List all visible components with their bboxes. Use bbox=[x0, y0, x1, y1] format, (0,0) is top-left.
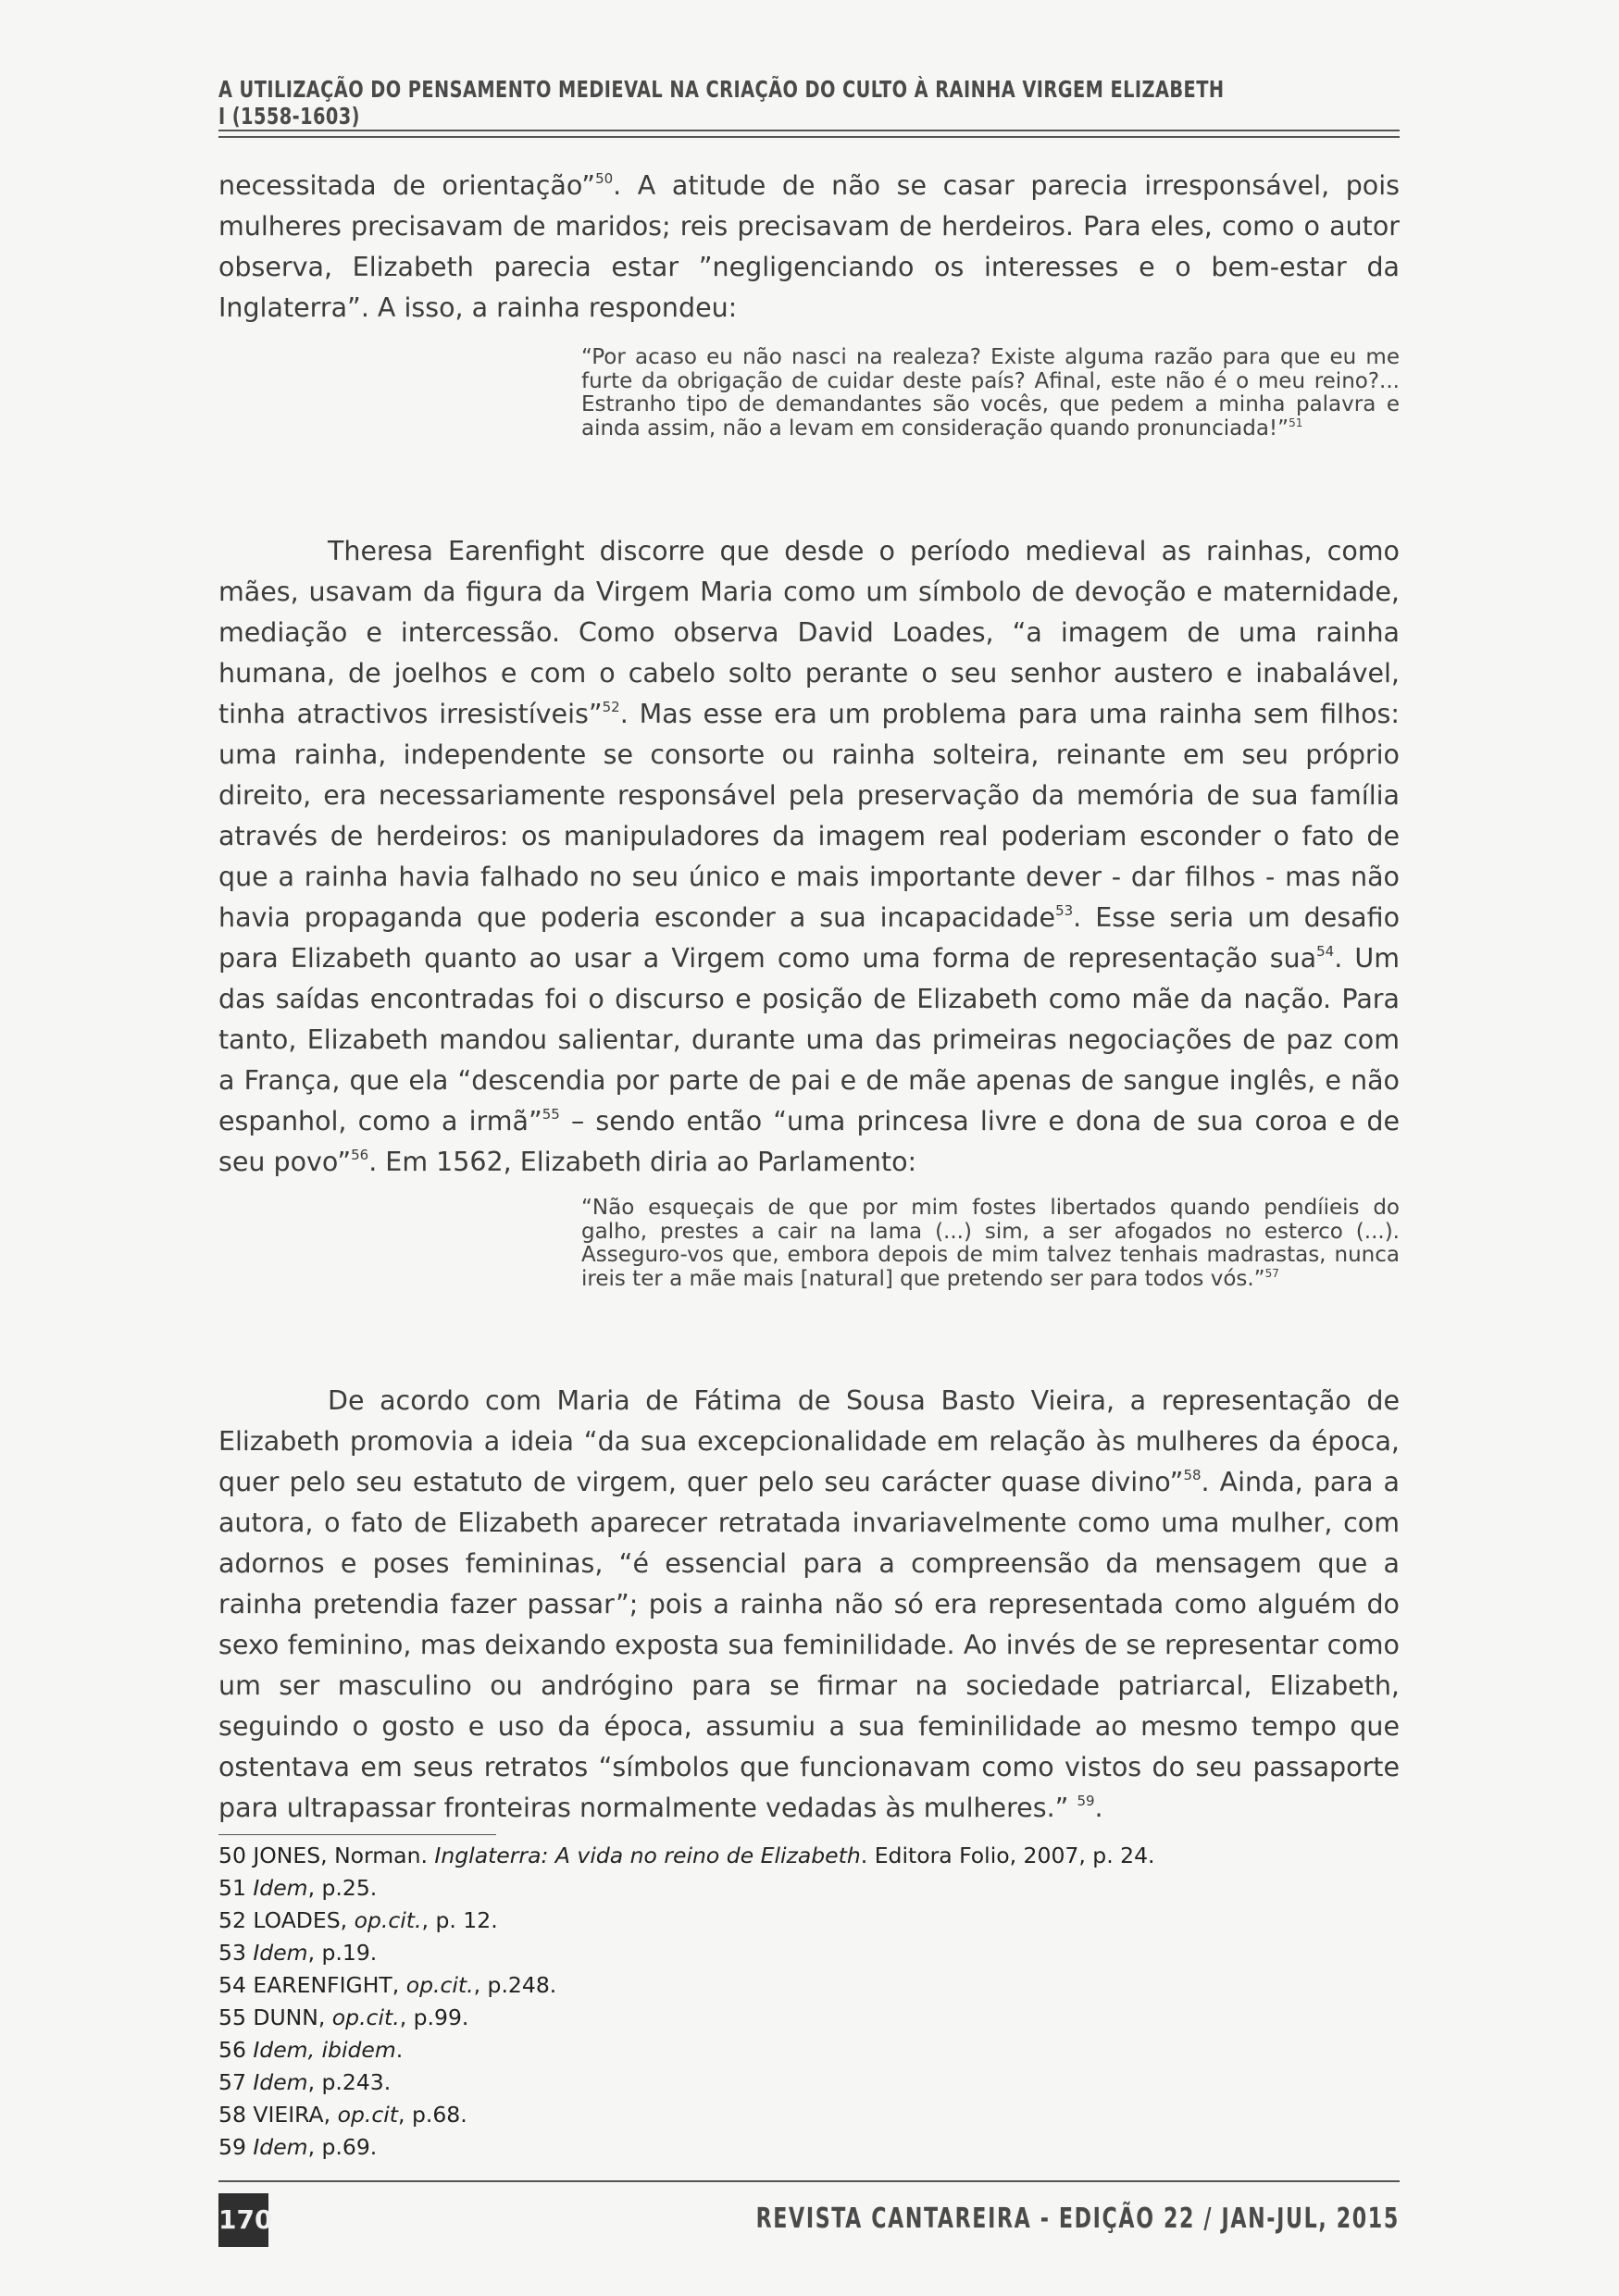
footnote-item: 53 Idem, p.19. bbox=[218, 1940, 378, 1966]
p2-text-1: Theresa Earenfight discorre que desde o período medieval as rainhas, como mães, usavam da figura da Virgem Maria como um símbolo de devoção e maternidade, mediação e intercessão. Como observa David Loades, “a imagem de uma rainha humana, de joelhos e com o cabelo solto perante o seu senhor austero e inabalável, tinha atractivos irresistíveis” bbox=[218, 536, 1400, 729]
footnote-item: 50 JONES, Norman. Inglaterra: A vida no reino de Elizabeth. Editora Folio, 2007, p. 24. bbox=[218, 1843, 1155, 1868]
footnote-item: 51 Idem, p.25. bbox=[218, 1875, 378, 1901]
p3-text-3: . bbox=[1094, 1793, 1103, 1823]
block-quote-1 bbox=[581, 346, 1400, 441]
footnote-item: 55 DUNN, op.cit., p.99. bbox=[218, 2004, 469, 2030]
footnotes bbox=[218, 1840, 1155, 2164]
p3-text-1: De acordo com Maria de Fátima de Sousa Basto Vieira, a representação de Elizabeth promovia a ideia “da sua excepcionalidade em relação às mulheres da época, quer pelo seu estatuto de virgem, quer pelo seu carácter quase divino” bbox=[218, 1385, 1400, 1497]
header-title-line-1: A UTILIZAÇÃO DO PENSAMENTO MEDIEVAL NA CRIAÇÃO DO CULTO À RAINHA VIRGEM ELIZABETH bbox=[218, 76, 1225, 103]
paragraph-1 bbox=[218, 166, 1400, 329]
header-rule-top bbox=[218, 130, 1400, 131]
footnote-item: 52 LOADES, op.cit., p. 12. bbox=[218, 1907, 498, 1933]
footnote-ref-54[interactable]: 54 bbox=[1316, 943, 1335, 960]
header-rule-bottom bbox=[218, 136, 1400, 138]
footnote-item: 58 VIEIRA, op.cit, p.68. bbox=[218, 2102, 467, 2128]
footnote-ref-51[interactable]: 51 bbox=[1289, 416, 1303, 429]
footnote-ref-52[interactable]: 52 bbox=[602, 699, 620, 715]
footnote-item: 59 Idem, p.69. bbox=[218, 2134, 378, 2160]
p1-text-2: . A atitude de não se casar parecia irresponsável, pois mulheres precisavam de maridos; reis precisavam de herdeiros. Para eles, como o autor observa, Elizabeth parecia estar ”negligenciando os interesses e o bem-estar da Inglaterra”. A isso, a rainha respondeu: bbox=[218, 170, 1401, 323]
footnote-ref-53[interactable]: 53 bbox=[1055, 902, 1074, 919]
block-quote-2 bbox=[581, 1197, 1400, 1291]
footer-rule bbox=[218, 2180, 1400, 2182]
quote2-text: “Não esqueçais de que por mim fostes libertados quando pendíieis do galho, prestes a cair na lama (...) sim, a ser afogados no esterco (...). Asseguro-vos que, embora depois de mim talvez tenhais madrastas, nunca ireis ter a mãe mais [natural] que pretendo ser para todos vós.” bbox=[581, 1196, 1400, 1291]
p2-text-2: . Mas esse era um problema para uma rainha sem filhos: uma rainha, independente se consorte ou rainha solteira, reinante em seu próprio direito, era necessariamente responsável pela preservação da memória de sua família através de herdeiros: os manipuladores da imagem real poderiam esconder o fato de que a rainha havia falhado no seu único e mais importante dever - dar filhos - mas não havia propaganda que poderia esconder a sua incapacidade bbox=[218, 699, 1400, 933]
footnote-ref-55[interactable]: 55 bbox=[542, 1106, 560, 1123]
paragraph-2 bbox=[218, 531, 1400, 1183]
p2-text-4: . Um das saídas encontradas foi o discurso e posição de Elizabeth como mãe da nação. Para tanto, Elizabeth mandou salientar, durante uma das primeiras negociações de paz com a França, que ela “descendia por parte de pai e de mãe apenas de sangue inglês, e não espanhol, como a irmã” bbox=[218, 943, 1400, 1136]
footnote-item: 54 EARENFIGHT, op.cit., p.248. bbox=[218, 1972, 557, 1998]
header-title-line-2: I (1558-1603) bbox=[218, 103, 360, 130]
footnote-ref-58[interactable]: 58 bbox=[1183, 1467, 1202, 1483]
paragraph-3 bbox=[218, 1381, 1400, 1829]
footnote-item: 56 Idem, ibidem. bbox=[218, 2037, 404, 2063]
footnote-ref-56[interactable]: 56 bbox=[351, 1147, 369, 1163]
p1-text-1: necessitada de orientação” bbox=[218, 170, 596, 201]
p2-text-5: – sendo então “uma princesa livre e dona de sua coroa e de seu povo” bbox=[218, 1106, 1400, 1177]
running-header bbox=[218, 76, 1400, 130]
p2-text-3: . Esse seria um desafio para Elizabeth quanto ao usar a Virgem como uma forma de representação sua bbox=[218, 902, 1401, 974]
footnote-ref-50[interactable]: 50 bbox=[595, 170, 614, 187]
p2-text-6: . Em 1562, Elizabeth diria ao Parlamento: bbox=[368, 1147, 917, 1177]
footnote-ref-57[interactable]: 57 bbox=[1264, 1266, 1279, 1280]
p3-text-2: . Ainda, para a autora, o fato de Elizabeth aparecer retratada invariavelmente como uma mulher, com adornos e poses femininas, “é essencial para a compreensão da mensagem que a rainha pretendia fazer passar”; pois a rainha não só era representada como alguém do sexo feminino, mas deixando exposta sua feminilidade. Ao invés de se representar como um ser masculino ou andrógino para se firmar na sociedade patriarcal, Elizabeth, seguindo o gosto e uso da época, assumiu a sua feminilidade ao mesmo tempo que ostentava em seus retratos “símbolos que funcionavam como vistos do seu passaporte para ultrapassar fronteiras normalmente vedadas às mulheres.” bbox=[218, 1467, 1400, 1823]
journal-footer: REVISTA CANTAREIRA - EDIÇÃO 22 / JAN-JUL, 2015 bbox=[755, 2203, 1400, 2235]
footnote-separator bbox=[218, 1834, 496, 1835]
footnote-item: 57 Idem, p.243. bbox=[218, 2069, 392, 2095]
quote1-text: “Por acaso eu não nasci na realeza? Existe alguma razão para que eu me furte da obrigação de cuidar deste país? Afinal, este não é o meu reino?... Estranho tipo de demandantes são vocês, que pedem a minha palavra e ainda assim, não a levam em consideração quando pronunciada!” bbox=[581, 345, 1400, 441]
footnote-ref-59[interactable]: 59 bbox=[1077, 1793, 1095, 1809]
page-number: 170 bbox=[218, 2193, 268, 2247]
